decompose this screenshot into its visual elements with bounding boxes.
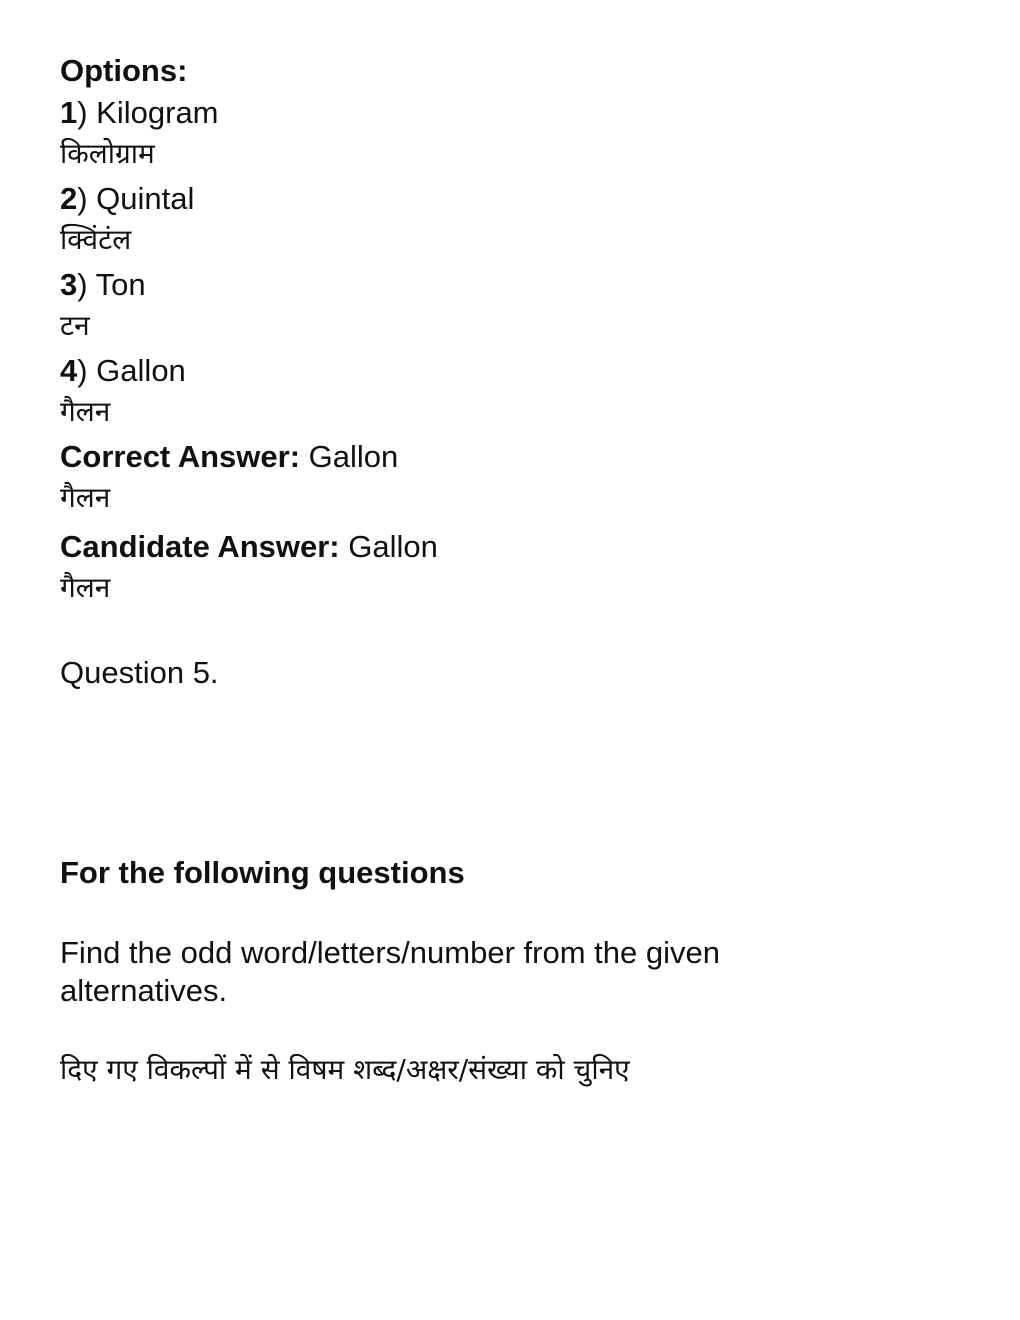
- option-1: [60, 94, 960, 174]
- instructions-text-en: Find the odd word/letters/number from the given alternatives.: [60, 935, 720, 1008]
- option-3: [60, 266, 960, 346]
- option-number: 1: [60, 95, 78, 130]
- option-text-en: ) Quintal: [77, 181, 195, 216]
- candidate-answer-hi: गैलन: [60, 571, 111, 604]
- instructions-text-hi: दिए गए विकल्पों में से विषम शब्द/अक्षर/संख्या को चुनिए: [60, 1053, 630, 1086]
- option-text-hi: टन: [60, 309, 90, 342]
- document-page: [60, 52, 960, 1090]
- correct-answer-hi: गैलन: [60, 481, 111, 514]
- option-text-hi: गैलन: [60, 395, 111, 428]
- option-number: 2: [60, 181, 78, 216]
- options-heading: Options:: [60, 53, 188, 88]
- candidate-answer-value: Gallon: [339, 529, 438, 564]
- candidate-answer: [60, 528, 960, 608]
- option-text-en: ) Ton: [77, 267, 146, 302]
- option-2: [60, 180, 960, 260]
- correct-answer: [60, 438, 960, 518]
- correct-answer-label: Correct Answer:: [60, 439, 301, 474]
- option-text-en: ) Gallon: [77, 353, 186, 388]
- option-number: 3: [60, 267, 78, 302]
- question-title: Question 5.: [60, 655, 219, 690]
- option-text-hi: किलोग्राम: [60, 137, 155, 170]
- instructions-heading: For the following questions: [60, 855, 465, 890]
- option-number: 4: [60, 353, 78, 388]
- correct-answer-value: Gallon: [300, 439, 399, 474]
- candidate-answer-label: Candidate Answer:: [60, 529, 340, 564]
- option-text-en: ) Kilogram: [77, 95, 219, 130]
- option-text-hi: क्विंटंल: [60, 223, 132, 256]
- option-4: [60, 352, 960, 432]
